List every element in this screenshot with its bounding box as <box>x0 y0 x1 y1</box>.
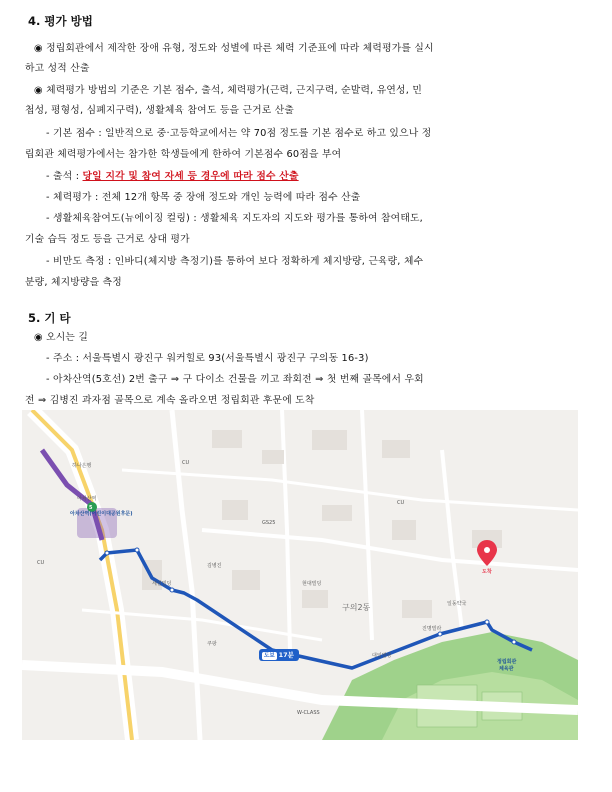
bullet-1-line-2: 하고 성적 산출 <box>25 63 90 74</box>
map-label-jeongnip-2: 체육관 <box>499 666 514 672</box>
attendance-line <box>46 170 299 184</box>
directions-map <box>22 410 578 740</box>
map-label-jeongnip: 정립회관 <box>497 659 517 665</box>
obesity-line-1: - 비만도 측정 : 인바디(체지방 측정기)를 통하여 보다 정확하게 체지방량, 근육량, 체수 <box>46 256 424 267</box>
walk-time: 17분 <box>278 651 294 659</box>
sports-line-1: - 생활체육참여도(뉴에이징 컬링) : 생활체육 지도자의 지도와 평가를 통하여 참여태도, <box>46 213 423 224</box>
walk-mode: 도보 <box>264 653 275 659</box>
obesity-line-2: 분량, 체지방량을 측정 <box>25 277 122 288</box>
bullet-1-line-1: ◉ 정립회관에서 제작한 장애 유형, 정도와 성별에 따른 체력 기준표에 따라 체력평가를 실시 <box>34 43 434 54</box>
map-label-hyundai: 현대빌딩 <box>302 581 322 587</box>
walk-time-badge <box>259 649 299 661</box>
section-5-heading: 5. 기 타 <box>28 311 71 325</box>
bullet-2-line-2: 첩성, 평형성, 심폐지구력), 생활체육 참여도 등을 근거로 산출 <box>25 105 295 116</box>
basic-score-line-2: 립회관 체력평가에서는 참가한 학생들에게 한하여 기본점수 60점을 부여 <box>25 149 342 160</box>
map-label-hana: 하나은행 <box>72 463 92 469</box>
bullet-2-line-1: ◉ 체력평가 방법의 기준은 기본 점수, 출석, 체력평가(근력, 근지구력, 순발력, 유연성, 민 <box>34 85 423 96</box>
basic-score-line-1: - 기본 점수 : 일반적으로 중·고등학교에서는 약 70점 정도를 기본 점수로 하고 있으나 정 <box>46 128 432 139</box>
map-label-wclass: W-CLASS <box>297 710 320 716</box>
map-label-daeil: 대일빌딩 <box>372 653 392 659</box>
fitness-line: - 체력평가 : 전체 12개 항목 중 장애 정도와 개인 능력에 따라 점수 산출 <box>46 192 361 203</box>
map-label-jinmyeong: 진명빌라 <box>422 626 442 632</box>
map-label-kimbyungjin: 김병진 <box>207 563 222 569</box>
map-graphic <box>22 410 578 740</box>
map-label-sewon: 세원빌딩 <box>152 581 172 587</box>
map-label-coupang: 쿠팡 <box>207 641 217 647</box>
map-label-cu2: CU <box>182 460 190 466</box>
map-label-gs25: GS25 <box>262 520 276 526</box>
map-label-station-exit: 아차산역(어린이대공원후문) <box>70 511 133 517</box>
directions-title: ◉ 오시는 길 <box>34 332 89 343</box>
attendance-highlight: 당일 지각 및 참여 자세 등 경우에 따라 점수 산출 <box>82 171 299 182</box>
map-label-guui2: 구의2동 <box>342 603 371 612</box>
map-label-cu1: CU <box>37 560 45 566</box>
map-label-achasan: 아차산역 <box>77 496 97 502</box>
section-4-heading: 4. 평가 방법 <box>28 14 93 28</box>
route-line-1: - 아차산역(5호선) 2번 출구 ⇒ 구 다이소 건물을 끼고 좌회전 ⇒ 첫 번째 골목에서 우회 <box>46 374 424 385</box>
attendance-prefix: - 출석 : <box>46 171 83 182</box>
address-line: - 주소 : 서울특별시 광진구 워커힐로 93(서울특별시 광진구 구의동 16-3) <box>46 353 369 364</box>
map-label-cu3: CU <box>397 500 405 506</box>
sports-line-2: 기술 습득 정도 등을 근거로 상대 평가 <box>25 234 190 245</box>
route-line-2: 전 ⇒ 김병진 과자점 골목으로 계속 올라오면 정립회관 후문에 도착 <box>25 395 315 406</box>
map-label-dest: 도착 <box>482 569 492 575</box>
map-label-ilseong: 일동약국 <box>447 601 467 607</box>
station-line-number: 5 <box>89 505 93 511</box>
